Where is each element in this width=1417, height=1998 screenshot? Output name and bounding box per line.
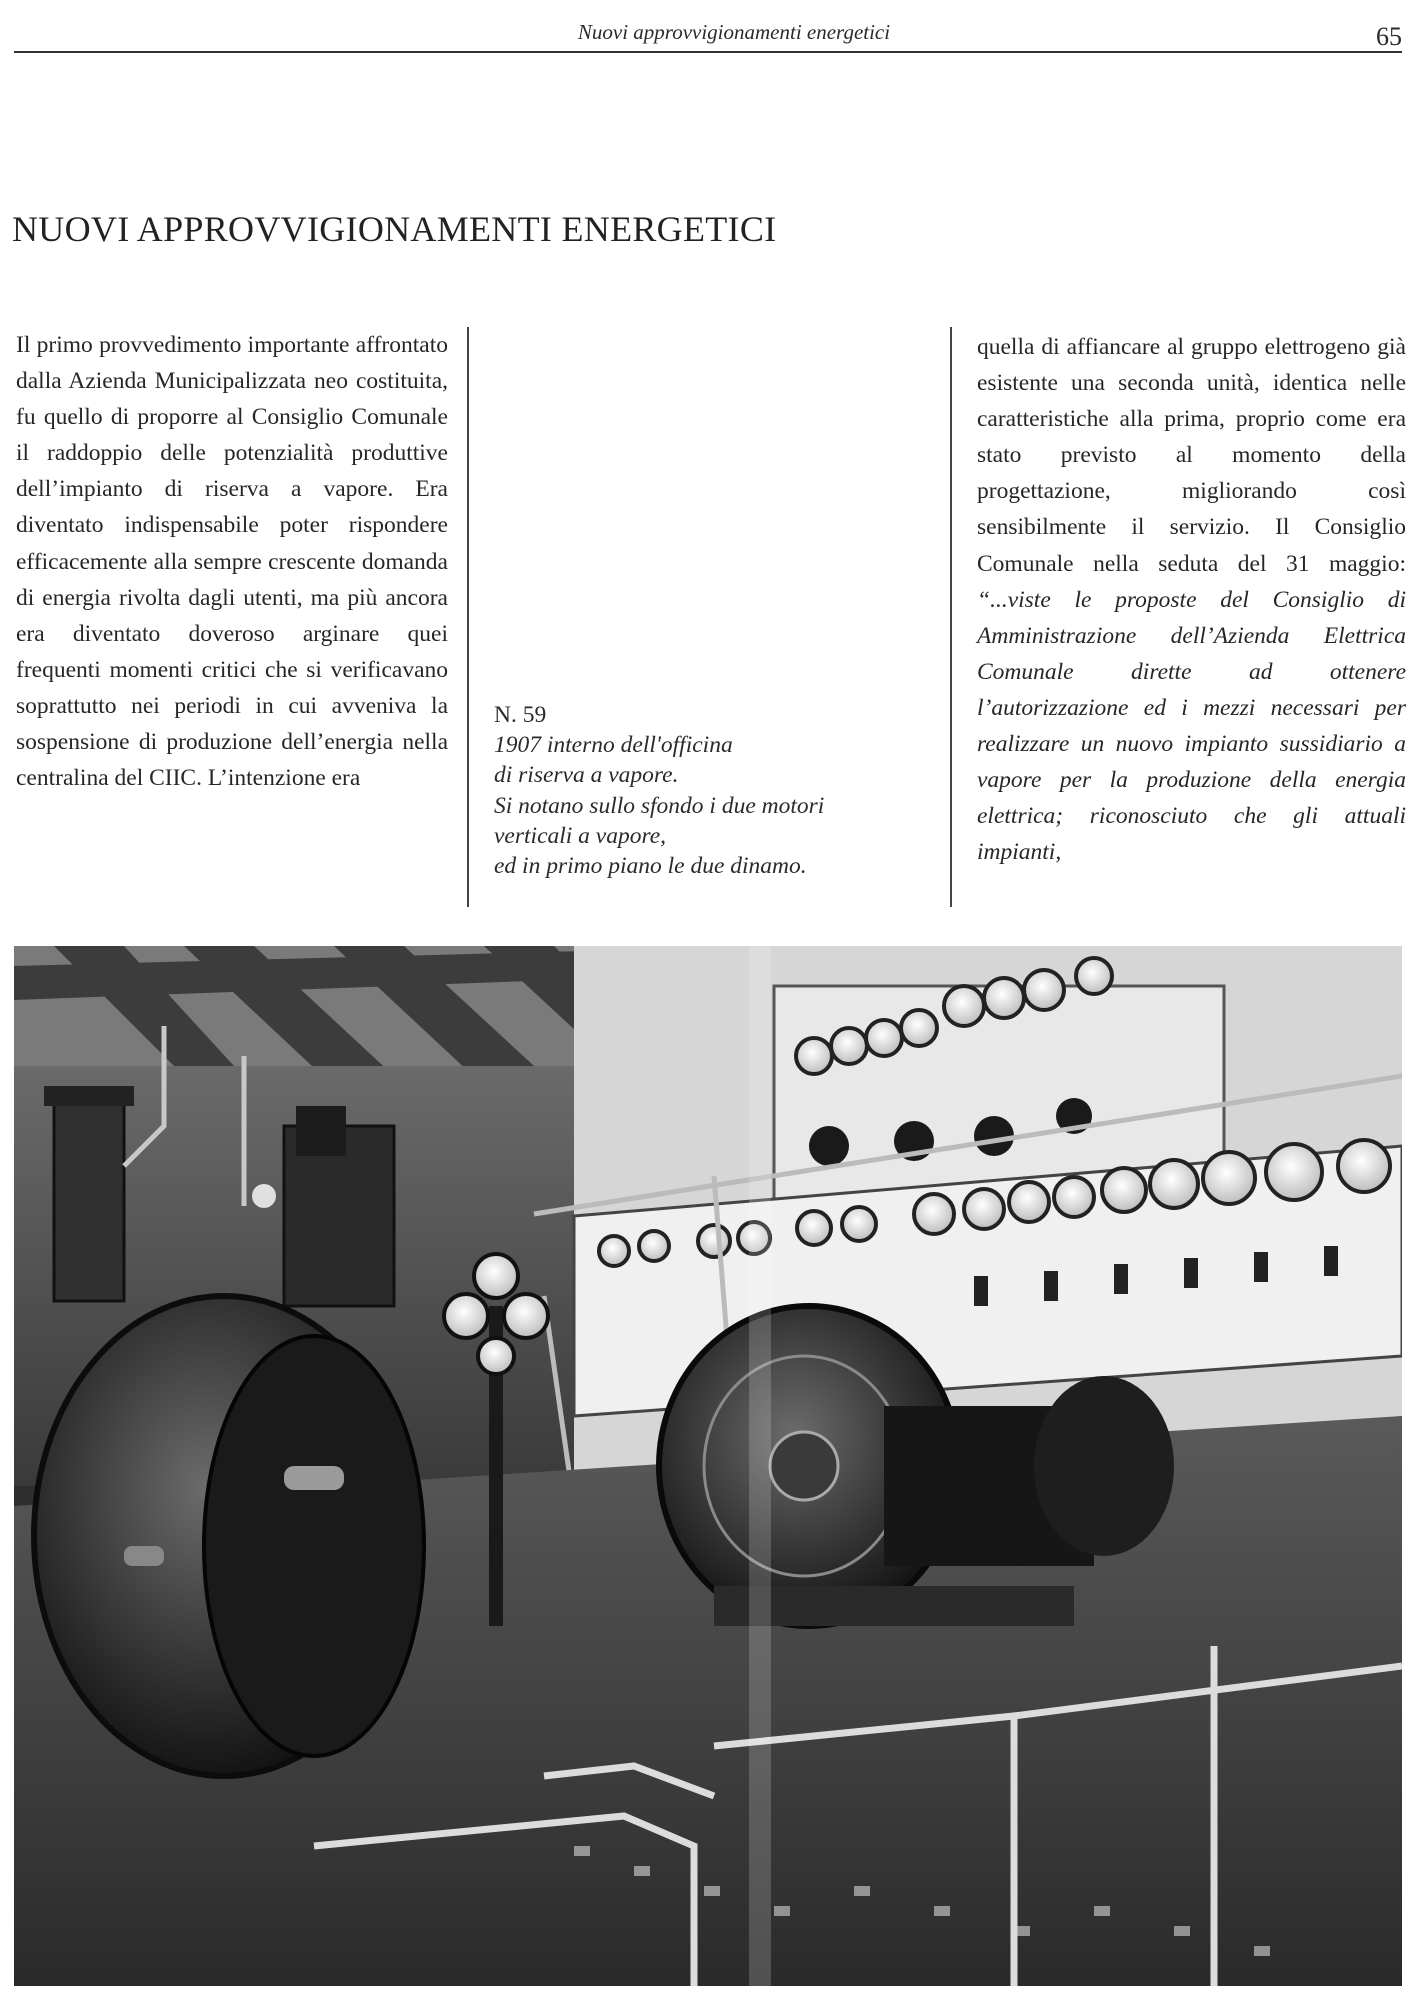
caption-line: Si notano sullo sfondo i due motori xyxy=(494,792,825,819)
steam-engine-right xyxy=(284,1106,394,1306)
right-column-text: quella di affiancare al gruppo elettrogeno già esistente una seconda unità, identica nelle caratteristiche alla prima, proprio come era stato previsto al momento della progettazione, migliorando così sensibilmente il servizio. Il Consiglio Comunale nella seduta del 31 maggio: xyxy=(977,334,1406,577)
page-number: 65 xyxy=(1376,22,1402,51)
power-plant-illustration xyxy=(14,946,1402,1986)
header-rule xyxy=(14,51,1402,53)
scan-fold-highlight xyxy=(749,946,771,1986)
lamp xyxy=(252,1184,276,1208)
caption-line: 1907 interno dell'officina xyxy=(494,732,733,759)
caption-line: di riserva a vapore. xyxy=(494,762,679,789)
right-column xyxy=(977,329,1406,870)
column-divider-right xyxy=(950,327,952,907)
power-plant-photo xyxy=(14,946,1402,1986)
running-header-title: Nuovi approvvigionamenti energetici xyxy=(577,20,891,44)
right-column-paragraph xyxy=(977,329,1406,870)
caption-label: N. 59 xyxy=(494,702,547,728)
column-divider-left xyxy=(467,327,469,907)
dynamo-left xyxy=(34,1296,424,1776)
right-column-quote: “...viste le proposte del Consiglio di Amministrazione dell’Azienda Elettrica Comunale dirette ad ottenere l’autorizzazione ed i mezzi necessari per realizzare un nuovo impianto sussidiario a vapore per la produzione della energia elettrica; riconosciuto che gli attuali impianti, xyxy=(977,586,1406,866)
chapter-title: NUOVI APPROVVIGIONAMENTI ENERGETICI xyxy=(12,209,777,249)
photo-caption xyxy=(494,700,934,881)
steam-engine-left xyxy=(44,1086,134,1301)
caption-line: verticali a vapore, xyxy=(494,822,667,849)
running-header xyxy=(14,20,1402,54)
left-column xyxy=(16,327,448,796)
left-column-paragraph: Il primo provvedimento importante affrontato dalla Azienda Municipalizzata neo costituita, fu quello di proporre al Consiglio Comunale il raddoppio delle potenzialità produttive dell’impianto di riserva a vapore. Era diventato indispensabile poter rispondere efficacemente alla sempre crescente domanda di energia rivolta dagli utenti, ma più ancora era diventato doveroso arginare quei frequenti momenti critici che si verificavano soprattutto nei periodi in cui avveniva la sospensione di produzione dell’energia nella centralina del CIIC. L’intenzione era xyxy=(16,332,448,792)
caption-line: ed in primo piano le due dinamo. xyxy=(494,853,807,880)
